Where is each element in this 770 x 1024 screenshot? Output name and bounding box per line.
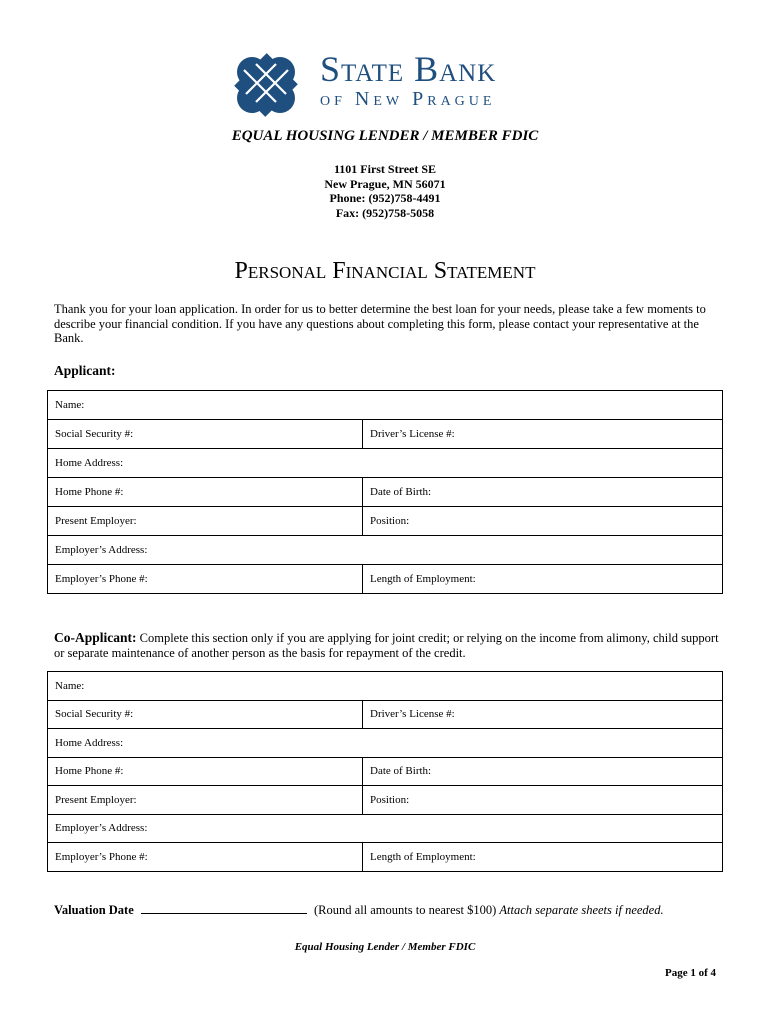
bank-address xyxy=(0,162,770,220)
valuation-note: (Round all amounts to nearest $100) xyxy=(314,903,497,917)
coapplicant-note: Complete this section only if you are applying for joint credit; or relying on the income from alimony, child support or separate maintenance of another person as the basis for repayment of the credit. xyxy=(54,631,719,660)
coapplicant-form xyxy=(47,671,723,872)
coapplicant-position-field[interactable]: Position: xyxy=(363,786,723,815)
applicant-employer-field[interactable]: Present Employer: xyxy=(48,507,363,536)
coapplicant-home-address-field[interactable]: Home Address: xyxy=(48,729,723,758)
coapplicant-ssn-field[interactable]: Social Security #: xyxy=(48,700,363,729)
applicant-license-field[interactable]: Driver’s License #: xyxy=(363,420,723,449)
footer-tagline: Equal Housing Lender / Member FDIC xyxy=(294,941,476,953)
applicant-employment-length-field[interactable]: Length of Employment: xyxy=(363,565,723,594)
applicant-home-address-field[interactable]: Home Address: xyxy=(48,449,723,478)
applicant-ssn-field[interactable]: Social Security #: xyxy=(48,420,363,449)
coapplicant-intro xyxy=(54,630,722,661)
page-title: Personal Financial Statement xyxy=(234,258,536,284)
coapplicant-name-field[interactable]: Name: xyxy=(48,672,723,701)
address-fax: Fax: (952)758-5058 xyxy=(335,205,435,220)
bank-name: State Bank xyxy=(320,49,497,89)
address-phone: Phone: (952)758-4491 xyxy=(329,191,441,205)
intro-text: Thank you for your loan application. In order for us to better determine the best loan for your needs, please take a few moments to describe your financial condition. If you have any questions about completing this form, please contact your representative at the Bank. xyxy=(54,302,706,345)
coapplicant-heading: Co-Applicant: xyxy=(54,630,137,645)
applicant-home-phone-field[interactable]: Home Phone #: xyxy=(48,478,363,507)
valuation-date-label: Valuation Date xyxy=(54,903,134,917)
applicant-heading: Applicant: xyxy=(54,363,116,378)
bank-location: of New Prague xyxy=(320,88,496,110)
address-street: 1101 First Street SE xyxy=(333,162,437,176)
coapplicant-license-field[interactable]: Driver’s License #: xyxy=(363,700,723,729)
coapplicant-dob-field[interactable]: Date of Birth: xyxy=(363,757,723,786)
coapplicant-home-phone-field[interactable]: Home Phone #: xyxy=(48,757,363,786)
valuation-row xyxy=(54,902,664,918)
coapplicant-employment-length-field[interactable]: Length of Employment: xyxy=(363,843,723,872)
page-number: Page 1 of 4 xyxy=(664,967,716,979)
applicant-form xyxy=(47,390,723,594)
address-city: New Prague, MN 56071 xyxy=(324,176,446,191)
applicant-employer-address-field[interactable]: Employer’s Address: xyxy=(48,536,723,565)
coapplicant-employer-phone-field[interactable]: Employer’s Phone #: xyxy=(48,843,363,872)
applicant-name-field[interactable]: Name: xyxy=(48,391,723,420)
header-tagline: EQUAL HOUSING LENDER / MEMBER FDIC xyxy=(231,128,539,144)
applicant-dob-field[interactable]: Date of Birth: xyxy=(363,478,723,507)
valuation-date-line[interactable] xyxy=(141,902,307,914)
applicant-position-field[interactable]: Position: xyxy=(363,507,723,536)
coapplicant-employer-field[interactable]: Present Employer: xyxy=(48,786,363,815)
valuation-note-italic: Attach separate sheets if needed. xyxy=(499,903,664,917)
applicant-employer-phone-field[interactable]: Employer’s Phone #: xyxy=(48,565,363,594)
coapplicant-employer-address-field[interactable]: Employer’s Address: xyxy=(48,814,723,843)
